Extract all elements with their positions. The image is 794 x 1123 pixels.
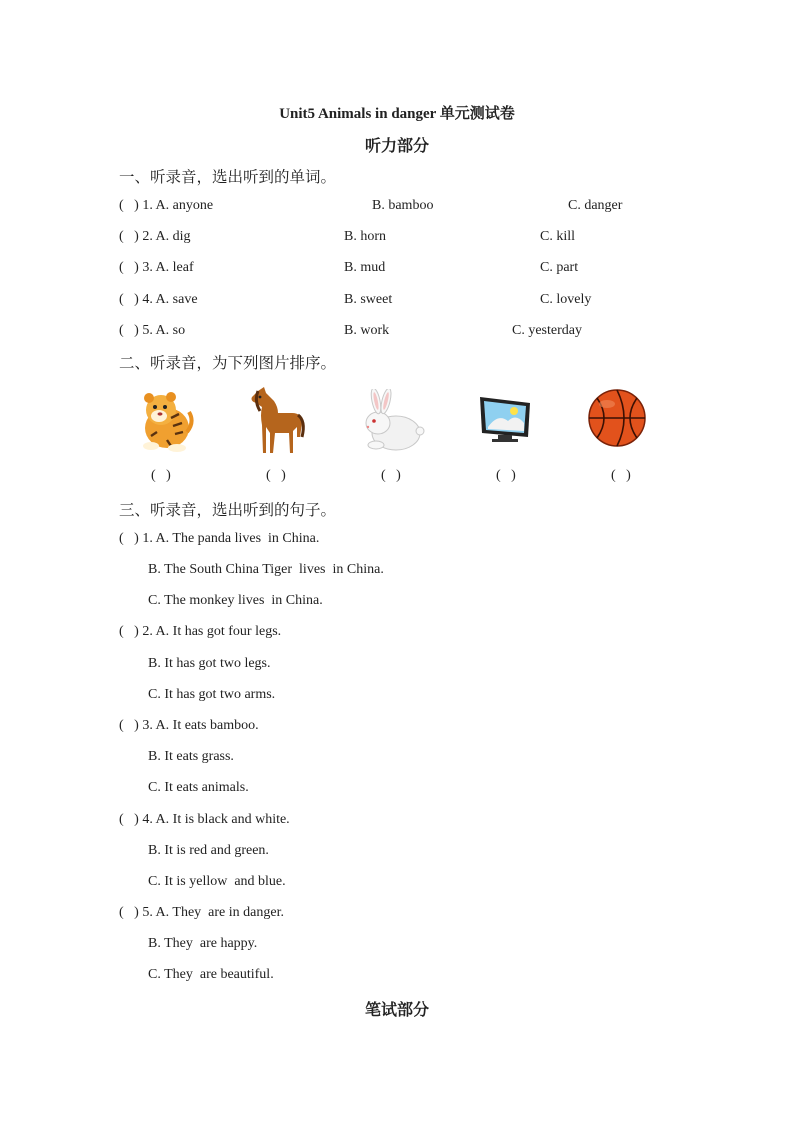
picture-answer-bracket[interactable]: ( )	[496, 468, 516, 483]
listening-section-title: 听力部分	[364, 138, 429, 155]
picture-answer-bracket[interactable]: ( )	[151, 468, 171, 483]
sentence-item-option-b: B. They are happy.	[148, 936, 258, 951]
sentence-item-option-b: B. It has got two legs.	[148, 656, 271, 671]
word-item-lead: ( ) 3. A. leaf	[119, 260, 194, 275]
picture-answer-bracket[interactable]: ( )	[381, 468, 401, 483]
sentence-item-option-a: ( ) 2. A. It has got four legs.	[119, 624, 282, 639]
section3-heading: 三、听录音，选出听到的句子。	[119, 502, 337, 519]
word-item-option-c: C. danger	[568, 198, 623, 213]
section2-heading: 二、听录音，为下列图片排序。	[119, 355, 337, 372]
sentence-item-option-b: B. The South China Tiger lives in China.	[148, 562, 384, 577]
horse-icon	[244, 385, 308, 457]
tiger-icon	[137, 388, 195, 454]
word-item-option-b: B. mud	[344, 260, 386, 275]
section1-heading: 一、听录音，选出听到的单词。	[119, 169, 337, 186]
word-item-option-b: B. horn	[344, 229, 386, 244]
word-item-lead: ( ) 2. A. dig	[119, 229, 191, 244]
sentence-item-option-b: B. It is red and green.	[148, 843, 269, 858]
page-title: Unit5 Animals in danger 单元测试卷	[279, 106, 515, 122]
sentence-item-option-c: C. It has got two arms.	[148, 687, 276, 702]
word-item-option-c: C. kill	[540, 229, 576, 244]
sentence-item-option-a: ( ) 1. A. The panda lives in China.	[119, 531, 320, 546]
word-item-lead: ( ) 5. A. so	[119, 323, 186, 338]
picture-answer-bracket[interactable]: ( )	[266, 468, 286, 483]
word-item-lead: ( ) 4. A. save	[119, 292, 198, 307]
word-item-lead: ( ) 1. A. anyone	[119, 198, 214, 213]
word-item-option-c: C. part	[540, 260, 579, 275]
word-item-option-c: C. yesterday	[512, 323, 582, 338]
rabbit-icon	[356, 389, 426, 453]
basketball-icon	[587, 388, 647, 448]
sentence-item-option-c: C. The monkey lives in China.	[148, 593, 323, 608]
sentence-item-option-c: C. They are beautiful.	[148, 967, 274, 982]
sentence-item-option-c: C. It eats animals.	[148, 780, 249, 795]
sentence-item-option-c: C. It is yellow and blue.	[148, 874, 286, 889]
word-item-option-c: C. lovely	[540, 292, 592, 307]
word-item-option-b: B. sweet	[344, 292, 393, 307]
tv-icon	[476, 393, 534, 445]
sentence-item-option-a: ( ) 3. A. It eats bamboo.	[119, 718, 259, 733]
sentence-item-option-a: ( ) 5. A. They are in danger.	[119, 905, 284, 920]
word-item-option-b: B. work	[344, 323, 390, 338]
picture-answer-bracket[interactable]: ( )	[611, 468, 631, 483]
sentence-item-option-b: B. It eats grass.	[148, 749, 234, 764]
word-item-option-b: B. bamboo	[372, 198, 434, 213]
writing-section-title: 笔试部分	[364, 1002, 429, 1019]
sentence-item-option-a: ( ) 4. A. It is black and white.	[119, 812, 290, 827]
